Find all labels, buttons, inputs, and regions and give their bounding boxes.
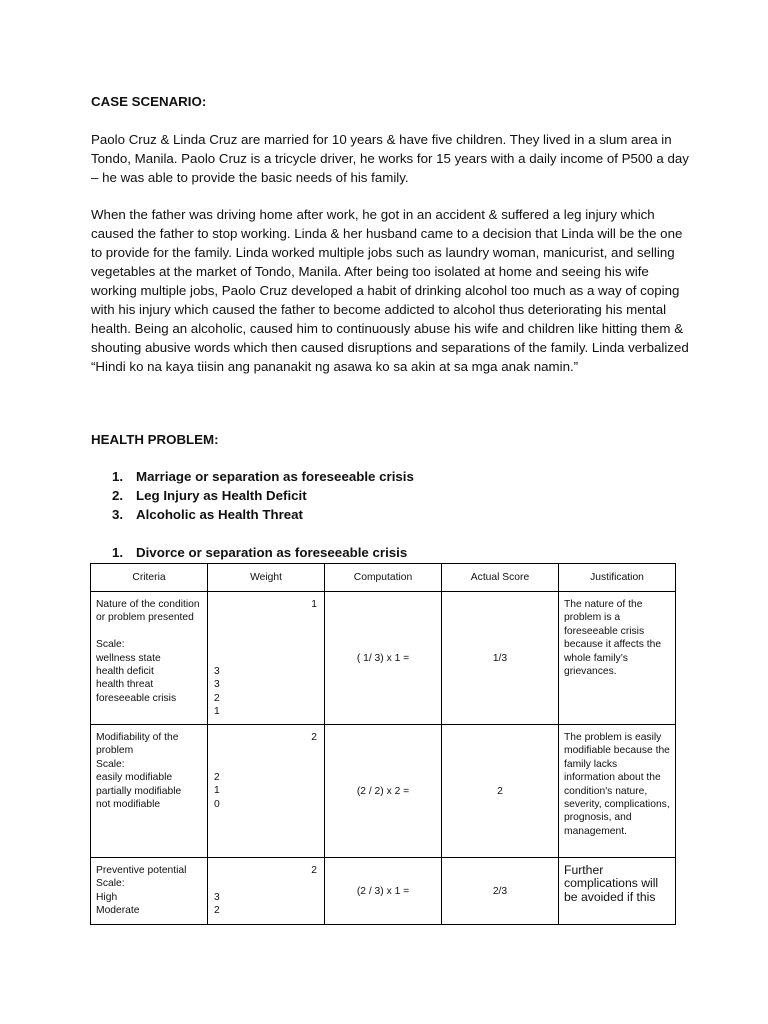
criteria-cell bbox=[91, 725, 208, 858]
criteria-cell bbox=[91, 858, 208, 925]
weight-cell bbox=[208, 858, 325, 925]
header-weight: Weight bbox=[208, 564, 325, 592]
criteria-cell bbox=[91, 592, 208, 725]
table-row bbox=[91, 858, 676, 925]
list-number: 2. bbox=[112, 488, 124, 503]
score-cell: 1/3 bbox=[442, 592, 559, 725]
header-justification: Justification bbox=[559, 564, 676, 592]
scale-values bbox=[214, 771, 220, 811]
scale-value: 2 bbox=[214, 905, 220, 917]
weight-cell bbox=[208, 592, 325, 725]
scale-value: 3 bbox=[214, 892, 220, 903]
score-cell: 2 bbox=[442, 725, 559, 858]
case-paragraph-1 bbox=[91, 130, 691, 187]
scale-value: 1 bbox=[214, 706, 220, 718]
scale-item: easily modifiable bbox=[96, 772, 173, 784]
computation-cell: (2 / 3) x 1 = bbox=[325, 858, 442, 925]
scale-value: 2 bbox=[214, 772, 220, 783]
weight-value: 2 bbox=[311, 732, 317, 743]
scale-label: Scale: bbox=[96, 878, 125, 890]
header-computation: Computation bbox=[325, 564, 442, 592]
criteria-title: Preventive potential bbox=[96, 865, 187, 876]
criteria-title: Modifiability of the problem bbox=[96, 732, 179, 757]
health-problem-list bbox=[112, 467, 414, 524]
list-text: Divorce or separation as foreseeable crisis bbox=[136, 545, 408, 560]
list-item bbox=[112, 543, 407, 562]
scale-item: partially modifiable bbox=[96, 785, 182, 797]
table-header-row bbox=[91, 564, 676, 592]
table-row bbox=[91, 592, 676, 725]
scale-values bbox=[214, 891, 220, 918]
weight-value: 2 bbox=[311, 865, 317, 876]
paragraph-2-text: When the father was driving home after work, he got in an accident & suffered a leg injury which caused the father to stop working. Linda & her husband came to a decision that Linda will be the one to provide for the family. Linda worked multiple jobs such as laundry woman, manicurist, and selling vegetables at the market of Tondo, Manila. After being too isolated at home and seeing his wife working multiple jobs, Paolo Cruz developed a habit of drinking alcohol too much as a way of coping with his injury which caused the father to become addicted to alcohol thus deteriorating his mental health. Being an alcoholic, caused him to continuously abuse his wife and children like hitting them & shouting abusive words which then caused disruptions and separations of the family. Linda verbalized “Hindi ko na kaya tiisin ang pananakit ng asawa ko sa akin at sa mga anak namin.” bbox=[91, 207, 689, 374]
scale-label: Scale: bbox=[96, 758, 125, 770]
list-text: Alcoholic as Health Threat bbox=[136, 507, 303, 522]
scale-value: 3 bbox=[214, 679, 220, 691]
list-item bbox=[112, 467, 414, 486]
scale-item: wellness state bbox=[96, 652, 161, 664]
computation-cell: ( 1/ 3) x 1 = bbox=[325, 592, 442, 725]
case-scenario-heading: CASE SCENARIO: bbox=[91, 94, 207, 109]
scale-value: 2 bbox=[214, 692, 220, 704]
weight-cell bbox=[208, 725, 325, 858]
list-item bbox=[112, 486, 414, 505]
scale-value: 1 bbox=[214, 785, 220, 797]
header-criteria: Criteria bbox=[91, 564, 208, 592]
score-cell: 2/3 bbox=[442, 858, 559, 925]
table-row bbox=[91, 725, 676, 858]
list-item bbox=[112, 505, 414, 524]
justification-cell: The nature of the problem is a foreseeable crisis because it affects the whole family’s grievances. bbox=[559, 592, 676, 725]
scale-item: foreseeable crisis bbox=[96, 692, 177, 704]
header-actual-score: Actual Score bbox=[442, 564, 559, 592]
computation-cell: (2 / 2) x 2 = bbox=[325, 725, 442, 858]
scale-values bbox=[214, 665, 220, 719]
list-number: 3. bbox=[112, 507, 124, 522]
list-text: Leg Injury as Health Deficit bbox=[136, 488, 307, 503]
justification-cell: Further complications will be avoided if this bbox=[559, 858, 676, 925]
scale-item: health threat bbox=[96, 679, 154, 691]
health-problem-heading: HEALTH PROBLEM: bbox=[91, 432, 219, 447]
criteria-title: Nature of the condition or problem presented bbox=[96, 599, 200, 624]
scale-label: Scale: bbox=[96, 639, 125, 651]
list-number: 1. bbox=[112, 469, 124, 484]
justification-cell: The problem is easily modifiable because the family lacks information about the condition's nature, severity, complications, prognosis, and management. bbox=[559, 725, 676, 858]
paragraph-1-text: Paolo Cruz & Linda Cruz are married for 10 years & have five children. They lived in a slum area in Tondo, Manila. Paolo Cruz is a tricycle driver, he works for 15 years with a daily income of P500 a day – he was able to provide the basic needs of his family. bbox=[91, 132, 689, 185]
list-number: 1. bbox=[112, 545, 124, 560]
subsection-heading bbox=[112, 543, 407, 562]
scale-item: not modifiable bbox=[96, 799, 161, 811]
scale-item: Moderate bbox=[96, 905, 140, 917]
weight-value: 1 bbox=[311, 599, 317, 610]
scoring-table bbox=[90, 563, 676, 925]
scale-value: 3 bbox=[214, 666, 220, 677]
scale-value: 0 bbox=[214, 798, 220, 810]
case-paragraph-2 bbox=[91, 205, 691, 376]
scale-item: High bbox=[96, 891, 118, 903]
scale-item: health deficit bbox=[96, 666, 154, 678]
list-text: Marriage or separation as foreseeable crisis bbox=[136, 469, 414, 484]
